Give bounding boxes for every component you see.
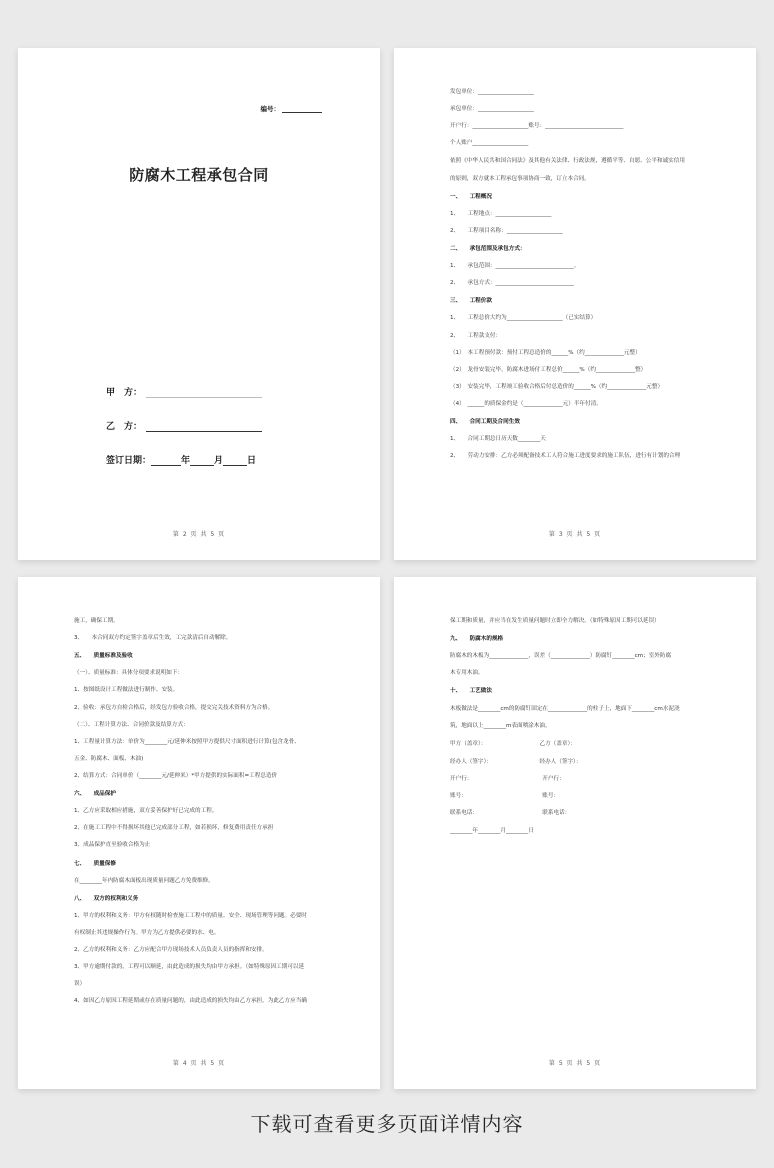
page-4 [394, 577, 756, 1089]
text-line: 2、结算方式：合同单价（________元/延伸米）*甲方提供的实际面积=工程总造价 [74, 772, 278, 779]
sign-date [106, 453, 256, 466]
day-label: 日 [247, 456, 257, 466]
spacer [74, 642, 330, 652]
text-line: 1、乙方应采取相应措施，双方妥善保护好已完成的工程。 [74, 808, 218, 815]
spacer [450, 677, 706, 687]
text-line: 2、验收：承包方自检合格后，经发包方验收合格，提交完关技术资料方为合格。 [74, 704, 274, 711]
party-b-line [146, 421, 262, 432]
text-line: 1、甲方的权利和义务：甲方有权随时检查施工工程中的质量、安全、现场管理等问题。必要时 [74, 912, 307, 919]
text-line: 2、在施工工程中不得损坏其他已完成部分工程，如若损坏，修复费用责任方承担 [74, 825, 274, 832]
text-line: 1、 合同工期总日历天数________天 [450, 436, 546, 443]
party-b-label: 乙 方： [106, 422, 143, 432]
sign-date-label: 签订日期： [106, 456, 152, 466]
text-line: 账号： 账号： [450, 793, 560, 800]
text-line: 3、甲方逾期付款的，工程可以顺延，由此造成的损失均由甲方承担。（如特殊原因工期可以延 [74, 964, 305, 971]
page-footer: 第 2 页 共 5 页 [172, 531, 226, 538]
text-line: 在________年内防腐木面板出现质量问题乙方免费维修。 [74, 877, 214, 884]
page-3 [18, 577, 380, 1089]
text-line: 经办人（签字）： 经办人（签字）： [450, 758, 582, 765]
text-line: 1、 承包范围：____________________________。 [450, 263, 580, 270]
month-label: 月 [214, 456, 224, 466]
month-blank [190, 455, 214, 466]
text-line: 2、乙方的权利和义务：乙方应配合甲方现场技术人员负责人员的指挥和安排。 [74, 947, 268, 954]
text-line: 3、成品保护直至验收合格为止 [74, 842, 151, 849]
text-line: 2、 工程项目名称：____________________ [450, 227, 563, 234]
page-3-content [74, 617, 330, 1006]
page-2-content [450, 88, 706, 460]
text-line: 误） [74, 981, 86, 988]
text-line: 承包单位：____________________ [450, 106, 534, 113]
text-line: 有权制止其违规操作行为。甲方为乙方提供必要的水、电。 [74, 929, 220, 936]
spacer [450, 730, 706, 740]
spacer [74, 780, 330, 790]
text-line: 1、按图纸设计工程做法进行制作、安装。 [74, 687, 179, 694]
party-a-label: 甲 方： [106, 388, 143, 398]
page-4-content [450, 617, 706, 835]
spacer [74, 850, 330, 860]
text-line: 2、 劳动力安排：乙方必须配备技术工人符合施工进度要求的施工队伍，进行有计划的合理 [450, 453, 681, 460]
section-heading: 四、 合同工期及合同生效 [450, 419, 520, 426]
spacer [450, 625, 706, 635]
text-line: 4、如因乙方原因工程延期或存在质量问题的，由此造成的损失均由乙方承担，为此乙方应当确 [74, 998, 307, 1005]
text-line: （1） 本工程预付款：预付工程总造价的______%（约______________元整） [450, 349, 641, 356]
section-heading: 六、 成品保护 [74, 791, 116, 798]
section-heading: 五、 质量标准及验收 [74, 653, 133, 660]
section-heading: 八、 双方的权利和义务 [74, 895, 139, 902]
section-heading: 三、 工程价款 [450, 298, 492, 305]
text-line: 筑，地面以上________m表面喷涂木油。 [450, 722, 551, 729]
spacer [450, 287, 706, 297]
page-title: 防腐木工程承包合同 [129, 166, 269, 184]
text-line: （一）、质量标准：具体分项要求说明如下： [74, 670, 184, 677]
text-line: 2、 工程款支付： [450, 332, 502, 339]
text-line: 木板做法是________cm的防腐钉固定在______________的柱子上，地面下________cm水泥浇 [450, 705, 680, 712]
text-line: 的原则，双方就本工程承包事项协商一致，订立本合同。 [450, 175, 590, 182]
text-line: ________年________月________日 [450, 828, 534, 835]
page-2 [394, 48, 756, 560]
text-line: 3、 本合同双方约定签字盖章后生效，工完款清后自动解除。 [74, 635, 232, 642]
party-b-field [106, 419, 262, 432]
text-line: 1、工程量计算方法：单价为________元/延伸米按照甲方提供尺寸面积进行计算(包含龙骨、 [74, 738, 300, 745]
text-line: 开户行：____________________账号：____________________________ [450, 123, 624, 130]
spacer [74, 885, 330, 895]
contract-number-label: 编号： [260, 105, 280, 113]
page-footer: 第 4 页 共 5 页 [172, 1060, 226, 1067]
spacer [450, 235, 706, 245]
section-heading: 九、 防腐木的规格 [450, 636, 504, 643]
page-footer: 第 5 页 共 5 页 [548, 1060, 602, 1067]
section-heading: 二、 承包范围及承包方式： [450, 245, 526, 252]
text-line: 保工期和质量，并应当在发生质量问题时立即全力解决。（如特殊原因工期可以延误） [450, 618, 660, 624]
text-line: 依照《中华人民共和国合同法》及其他有关法律、行政法规，遵循平等、自愿、公平和诚实信用 [450, 158, 685, 165]
page-cover [18, 48, 380, 560]
spacer [450, 408, 706, 418]
text-line: （4） ______的质保金约是（______________元）半年付清。 [450, 400, 602, 407]
section-heading: 一、 工程概况 [450, 193, 492, 200]
spacer [450, 183, 706, 193]
text-line: 发包单位：____________________ [450, 89, 534, 95]
text-line: 2、 承包方式：____________________________ [450, 280, 574, 287]
text-line: 1、 工程总价大约为____________________（已实结算） [450, 315, 597, 322]
text-line: 开户行： 开户行： [450, 775, 565, 782]
page-footer: 第 3 页 共 5 页 [548, 531, 602, 538]
section-heading: 十、 工艺做法 [450, 688, 492, 695]
year-label: 年 [181, 456, 191, 466]
text-line: （2） 龙骨安装完毕，防腐木进场付工程总价______%（约______________整） [450, 366, 647, 373]
party-a-line [146, 387, 262, 398]
text-line: 五金、防腐木、面板、木油) [74, 755, 144, 762]
contract-number-blank [282, 105, 322, 113]
text-line: 木专用木油。 [450, 670, 484, 677]
text-line: 防腐木的木板为______________，误差（______________）防腐钉________cm；室外防腐 [450, 653, 672, 660]
spacer [450, 817, 706, 827]
party-a-field [106, 385, 262, 398]
text-line: 1、 工程地点：____________________ [450, 210, 552, 217]
spacer [450, 748, 706, 758]
section-heading: 七、 质量保修 [74, 860, 116, 867]
download-caption: 下载可查看更多页面详情内容 [250, 1112, 524, 1136]
spacer [450, 147, 706, 157]
text-line: （3） 安装完毕，工程竣工验收合格后付总造价的______%（约______________元整） [450, 383, 664, 390]
text-line: 施工，确保工期。 [74, 618, 119, 624]
text-line: 联系电话： 联系电话： [450, 810, 571, 817]
year-blank [151, 455, 181, 466]
contract-number [261, 104, 323, 113]
day-blank [223, 455, 247, 466]
text-line: （二）、工程计算方法、合同价款及结算方式： [74, 721, 189, 728]
text-line: 甲方（盖章）： 乙方（盖章）： [450, 740, 576, 747]
text-line: 个人账户____________________ [450, 140, 529, 147]
